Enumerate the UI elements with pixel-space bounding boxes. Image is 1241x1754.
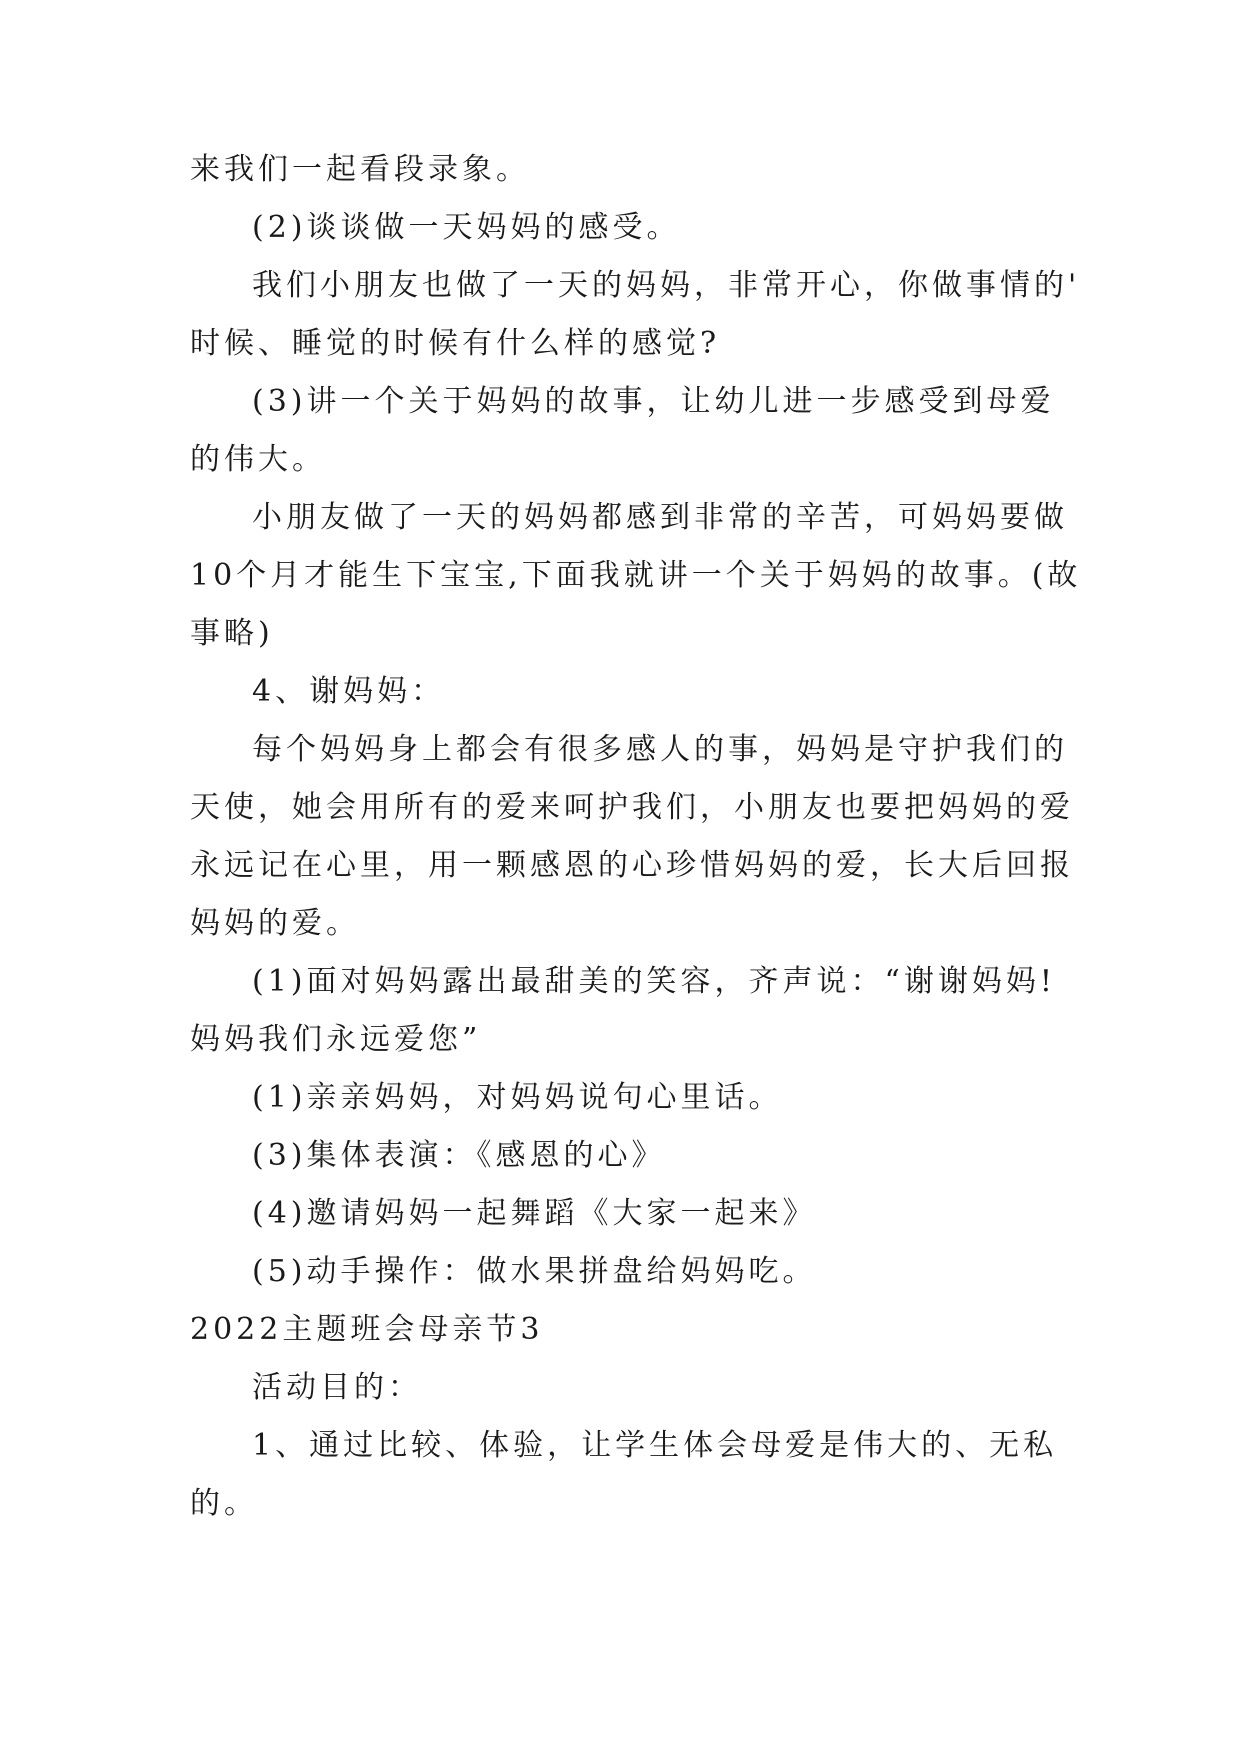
text-line: (5)动手操作：做水果拼盘给妈妈吃。 [252,1254,817,1289]
text-line: 妈妈我们永远爱您” [190,1022,482,1057]
text-line: 天使，她会用所有的爱来呵护我们，小朋友也要把妈妈的爱 [190,790,1074,825]
text-line: 妈妈的爱。 [190,906,360,941]
section-heading: 4、谢妈妈： [252,674,446,709]
document-heading: 2022主题班会母亲节3 [190,1312,544,1347]
text-line: 的伟大。 [190,442,326,477]
text-line: 永远记在心里，用一颗感恩的心珍惜妈妈的爱，长大后回报 [190,848,1074,883]
text-line: 每个妈妈身上都会有很多感人的事，妈妈是守护我们的 [252,732,1068,767]
text-line: 来我们一起看段录象。 [190,152,530,187]
text-line: (3)讲一个关于妈妈的故事，让幼儿进一步感受到母爱 [252,384,1055,419]
text-line: (1)亲亲妈妈，对妈妈说句心里话。 [252,1080,783,1115]
text-line: (4)邀请妈妈一起舞蹈《大家一起来》 [252,1196,817,1231]
text-line: 小朋友做了一天的妈妈都感到非常的辛苦，可妈妈要做 [252,500,1068,535]
text-line: 事略) [190,616,274,651]
text-line: 10个月才能生下宝宝,下面我就讲一个关于妈妈的故事。(故 [190,558,1082,593]
text-line: (2)谈谈做一天妈妈的感受。 [252,210,681,245]
text-line: 时候、睡觉的时候有什么样的感觉? [190,326,721,361]
text-line: (1)面对妈妈露出最甜美的笑容，齐声说：“谢谢妈妈! [252,964,1056,999]
text-line: 我们小朋友也做了一天的妈妈，非常开心，你做事情的' [252,268,1081,303]
text-line: 的。 [190,1486,258,1521]
text-line: (3)集体表演：《感恩的心》 [252,1138,666,1173]
text-line: 1、通过比较、体验，让学生体会母爱是伟大的、无私 [252,1428,1058,1463]
section-heading: 活动目的： [252,1370,422,1405]
